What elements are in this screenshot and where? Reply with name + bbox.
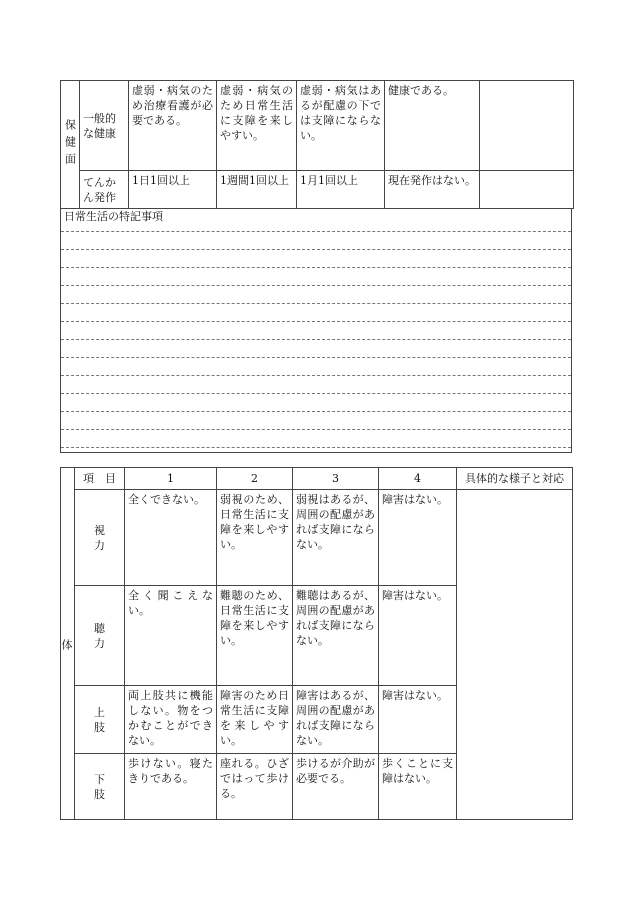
health-cell: 現在発作はない。 — [385, 171, 480, 209]
health-cell: 虚弱・病気のため日常生活に支障を来しやすい。 — [217, 81, 297, 171]
health-cell: 1日1回以上 — [129, 171, 217, 209]
note-line — [61, 225, 571, 232]
header-level-1: 1 — [125, 468, 217, 490]
row-label-lower-limbs: 下 肢 — [75, 754, 125, 820]
body-section-label: 体 — [61, 468, 75, 820]
body-cell: 全く聞こえない。 — [125, 586, 217, 686]
health-cell: 1月1回以上 — [297, 171, 385, 209]
notes-lines[interactable] — [61, 225, 571, 448]
header-item: 項 目 — [75, 468, 125, 490]
header-level-4: 4 — [379, 468, 457, 490]
note-line — [61, 250, 571, 268]
health-row-label-epilepsy: てんかん発作 — [80, 171, 129, 209]
health-cell: 虚弱・病気のため治療看護が必要である。 — [129, 81, 217, 171]
body-cell: 弱視はあるが、周囲の配慮があれば支障にならない。 — [293, 490, 379, 586]
health-section-label: 保健面 — [61, 81, 80, 209]
body-cell: 歩けるが介助が必要でる。 — [293, 754, 379, 820]
note-line — [61, 340, 571, 358]
note-line — [61, 232, 571, 250]
detail-cell[interactable] — [457, 490, 573, 820]
health-cell: 虚弱・病気はあるが配慮の下では支障にならない。 — [297, 81, 385, 171]
health-cell — [480, 81, 574, 171]
note-line — [61, 412, 571, 430]
body-cell: 障害はない。 — [379, 586, 457, 686]
health-cell: 健康である。 — [385, 81, 480, 171]
body-cell: 全くできない。 — [125, 490, 217, 586]
header-level-2: 2 — [217, 468, 293, 490]
body-cell: 歩けない。寝たきりである。 — [125, 754, 217, 820]
note-line — [61, 394, 571, 412]
body-cell: 障害はない。 — [379, 686, 457, 754]
note-line — [61, 430, 571, 448]
health-cell — [480, 171, 574, 209]
body-cell: 障害はあるが、周囲の配慮があれば支障にならない。 — [293, 686, 379, 754]
body-cell: 障害のため日常生活に支障を来しやすい。 — [217, 686, 293, 754]
note-line — [61, 286, 571, 304]
note-line — [61, 376, 571, 394]
note-line — [61, 268, 571, 286]
notes-box — [60, 208, 572, 453]
note-line — [61, 358, 571, 376]
body-cell: 弱視のため、日常生活に支障を来しやすい。 — [217, 490, 293, 586]
note-line — [61, 304, 571, 322]
header-level-3: 3 — [293, 468, 379, 490]
body-cell: 難聴はあるが、周囲の配慮があれば支障にならない。 — [293, 586, 379, 686]
row-label-hearing: 聴 力 — [75, 586, 125, 686]
row-label-vision: 視 力 — [75, 490, 125, 586]
body-cell: 歩くことに支障はない。 — [379, 754, 457, 820]
body-cell: 座れる。ひざではって歩ける。 — [217, 754, 293, 820]
row-label-upper-limbs: 上 肢 — [75, 686, 125, 754]
health-cell: 1週間1回以上 — [217, 171, 297, 209]
health-row-label-general: 一般的な健康 — [80, 81, 129, 171]
notes-title: 日常生活の特記事項 — [64, 210, 163, 223]
body-table — [60, 467, 573, 820]
header-detail: 具体的な様子と対応 — [457, 468, 573, 490]
body-cell: 難聴のため、日常生活に支障を来しやすい。 — [217, 586, 293, 686]
note-line — [61, 322, 571, 340]
body-cell: 障害はない。 — [379, 490, 457, 586]
health-table — [60, 80, 574, 209]
body-cell: 両上肢共に機能しない。物をつかむことができない。 — [125, 686, 217, 754]
